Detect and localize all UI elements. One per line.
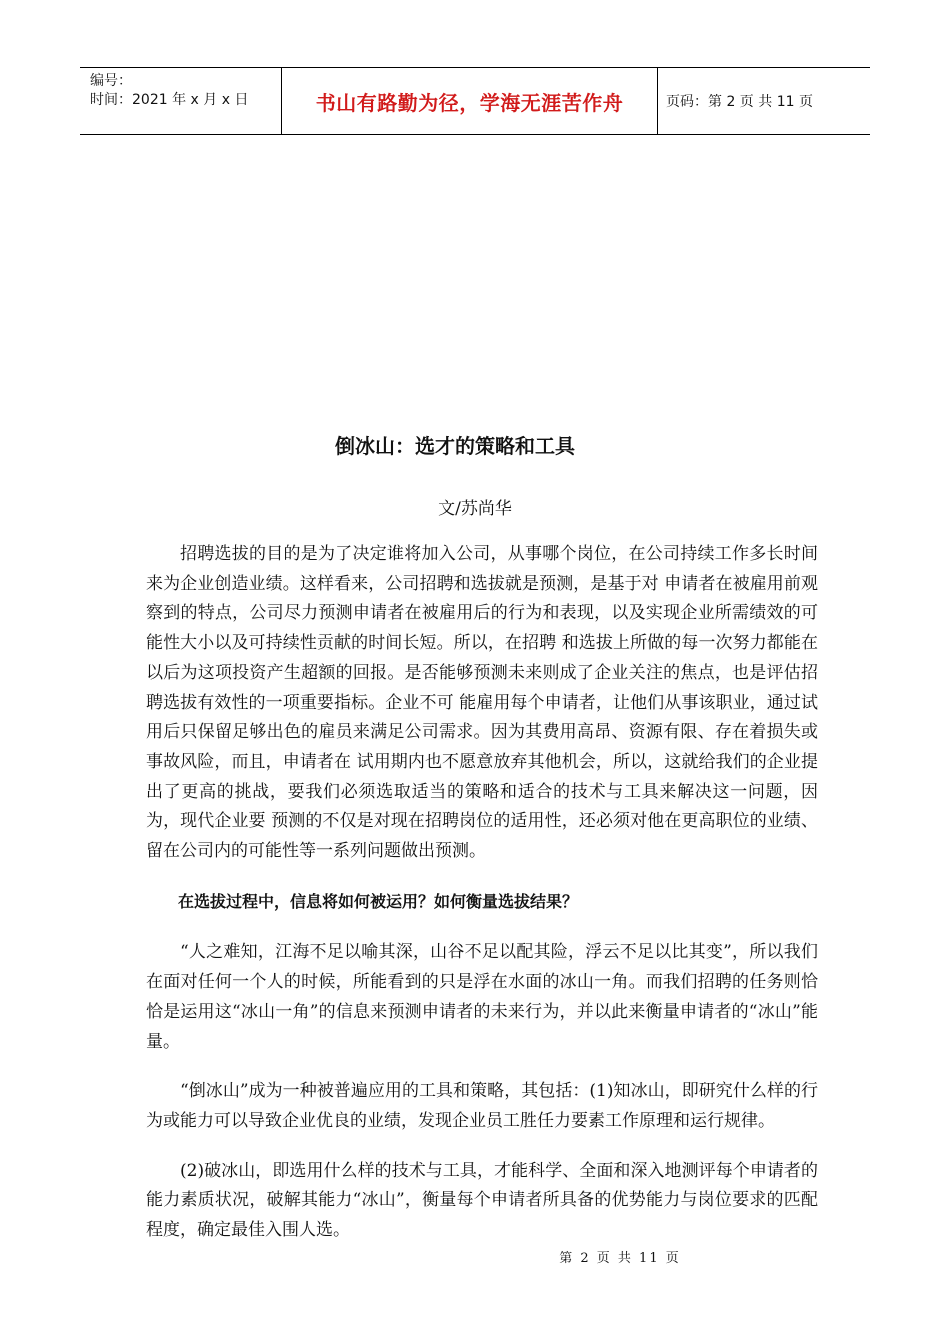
page-footer: 第 2 页 共 11 页 bbox=[559, 1251, 681, 1266]
section-subheading: 在选拔过程中，信息将如何被运用？如何衡量选拔结果？ bbox=[178, 891, 579, 911]
number-label: 编号： bbox=[90, 73, 132, 89]
document-byline: 文/苏尚华 bbox=[438, 499, 512, 519]
header-page-info: 页码：第 2 页 共 11 页 bbox=[666, 94, 813, 110]
header-meta bbox=[80, 68, 282, 134]
document-body bbox=[146, 540, 818, 1266]
body-paragraph: “人之难知，江海不足以喻其深，山谷不足以配其险，浮云不足以比其变”，所以我们在面对任何一个人的时候，所能看到的只是浮在水面的冰山一角。而我们招聘的任务则恰恰是运用这“冰山一角”的信息来预测申请者的未来行为，并以此来衡量申请者的“冰山”能量。 bbox=[146, 942, 818, 1052]
date-label: 时间：2021 年 x 月 x 日 bbox=[90, 92, 249, 108]
body-paragraph: 招聘选拔的目的是为了决定谁将加入公司，从事哪个岗位，在公司持续工作多长时间来为企业创造业绩。这样看来，公司招聘和选拔就是预测，是基于对 申请者在被雇用前观察到的特点，公司尽力预测申请者在被雇用后的行为和表现，以及实现企业所需绩效的可能性大小以及可持续性贡献的时间长短。所以，在招聘 和选拔上所做的每一次努力都能在以后为这项投资产生超额的回报。是否能够预测未来则成了企业关注的焦点，也是评估招聘选拔有效性的一项重要指标。企业不可 能雇用每个申请者，让他们从事该职业，通过试用后只保留足够出色的雇员来满足公司需求。因为其费用高昂、资源有限、存在着损失或事故风险，而且，申请者在 试用期内也不愿意放弃其他机会，所以，这就给我们的企业提出了更高的挑战，要我们必须选取适当的策略和适合的技术与工具来解决这一问题，因为，现代企业要 预测的不仅是对现在招聘岗位的适用性，还必须对他在更高职位的业绩、留在公司内的可能性等一系列问题做出预测。 bbox=[146, 544, 818, 862]
header-motto: 书山有路勤为径，学海无涯苦作舟 bbox=[282, 68, 658, 134]
page-header bbox=[80, 67, 870, 135]
document-title: 倒冰山：选才的策略和工具 bbox=[335, 434, 575, 458]
body-paragraph: “倒冰山”成为一种被普遍应用的工具和策略，其包括：(1)知冰山，即研究什么样的行为或能力可以导致企业优良的业绩，发现企业员工胜任力要素工作原理和运行规律。 bbox=[146, 1081, 818, 1131]
body-paragraph: (2)破冰山，即选用什么样的技术与工具，才能科学、全面和深入地测评每个申请者的能力素质状况，破解其能力“冰山”，衡量每个申请者所具备的优势能力与岗位要求的匹配程度，确定最佳入围人选。 bbox=[146, 1160, 818, 1241]
